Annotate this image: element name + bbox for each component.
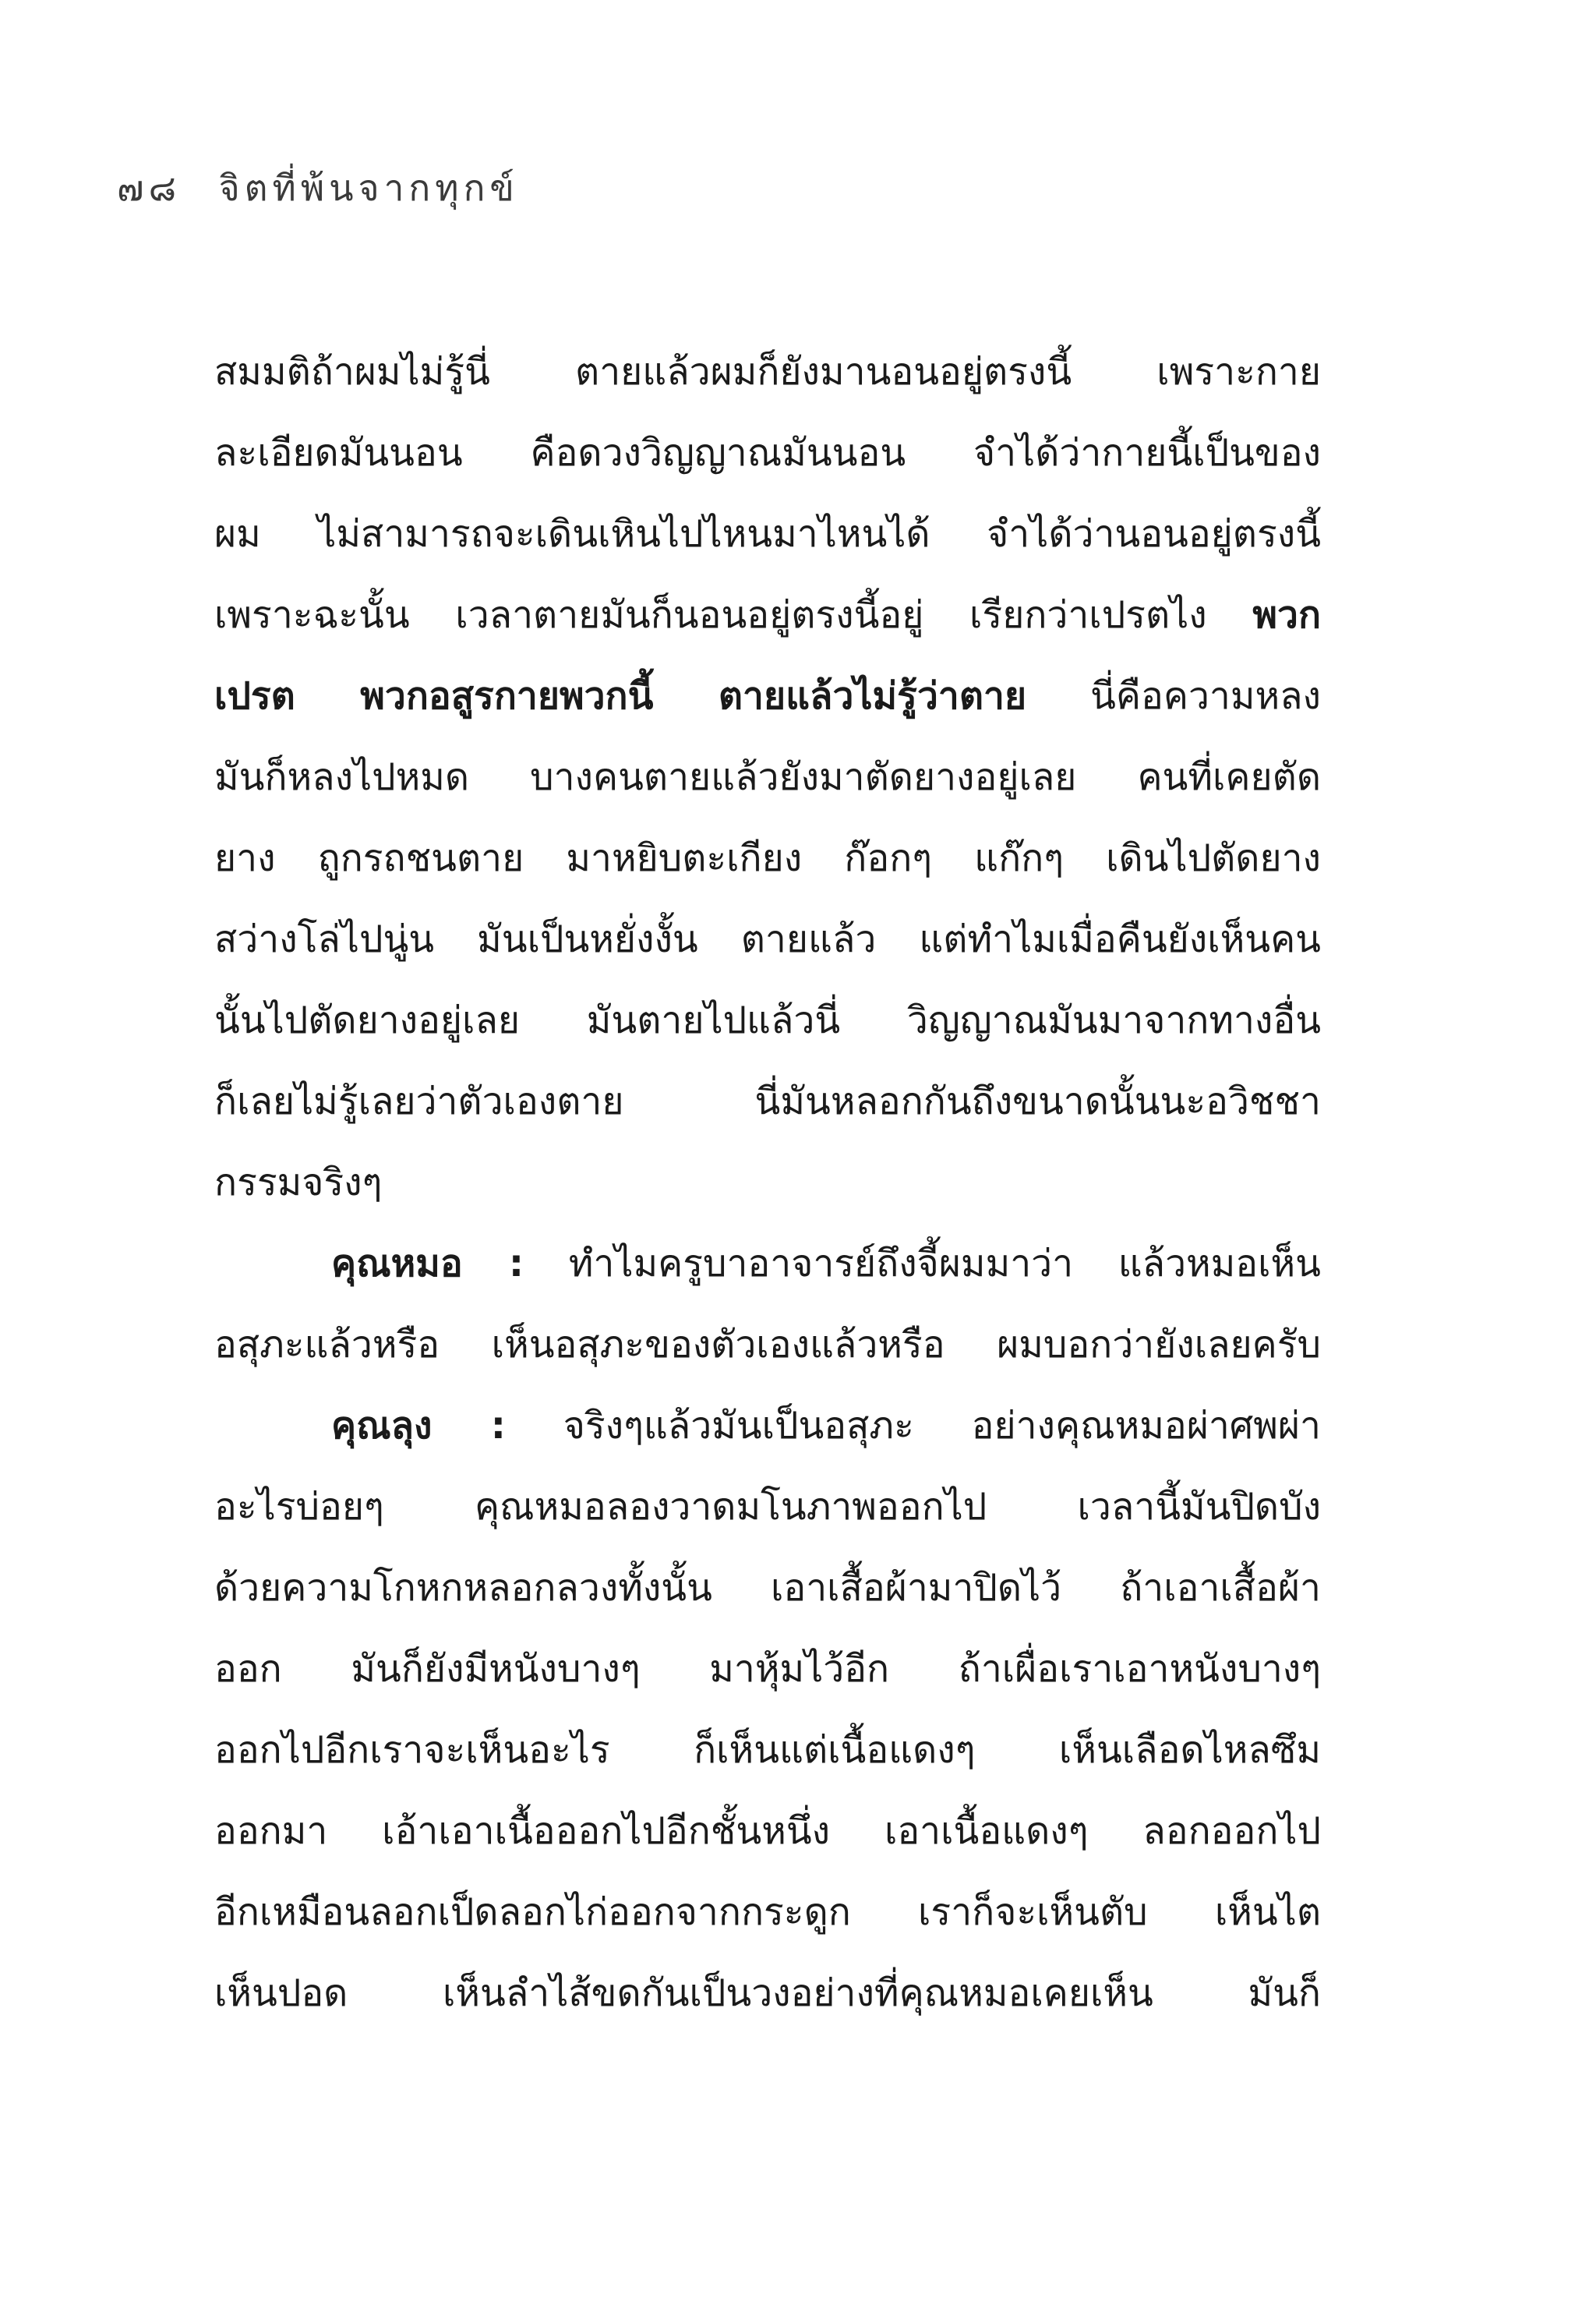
text-segment: ทำไมครูบาอาจารย์ถึงจี้ผมมาว่า แล้วหมอเห็น: [524, 1242, 1321, 1285]
text-line: มันก็หลงไปหมด บางคนตายแล้วยังมาตัดยางอยู่เลย คนที่เคยตัด: [214, 755, 1321, 799]
text-line: สว่างโล่ไปนู่น มันเป็นหยั่งงั้น ตายแล้ว แต่ทำไมเมื่อคืนยังเห็นคน: [214, 917, 1321, 961]
text-line: ออกมา เอ้าเอาเนื้อออกไปอีกชั้นหนึ่ง เอาเนื้อแดงๆ ลอกออกไป: [214, 1809, 1321, 1853]
bold-emphasis: พวก: [1252, 593, 1321, 637]
body-text: [214, 331, 1321, 2034]
text-line: ยาง ถูกรถชนตาย มาหยิบตะเกียง ก๊อกๆ แก๊กๆ เดินไปตัดยาง: [214, 836, 1321, 880]
speaker-label: คุณลุง :: [331, 1404, 506, 1448]
text-line: กรรมจริงๆ: [214, 1161, 383, 1204]
running-head: [117, 160, 519, 217]
text-line: เห็นปอด เห็นลำไส้ขดกันเป็นวงอย่างที่คุณหมอเคยเห็น มันก็: [214, 1971, 1321, 2015]
text-line: ละเอียดมันนอน คือดวงวิญญาณมันนอน จำได้ว่ากายนี้เป็นของ: [214, 431, 1321, 475]
text-segment: เพราะฉะนั้น เวลาตายมันก็นอนอยู่ตรงนี้อยู่ เรียกว่าเปรตไง: [214, 593, 1253, 637]
text-line: [214, 574, 1321, 656]
text-line: ก็เลยไม่รู้เลยว่าตัวเองตาย นี่มันหลอกกันถึงขนาดนั้นนะอวิชชา: [214, 1080, 1321, 1123]
text-line: ด้วยความโกหกหลอกลวงทั้งนั้น เอาเสื้อผ้ามาปิดไว้ ถ้าเอาเสื้อผ้า: [214, 1566, 1321, 1610]
text-segment: นี่คือความหลง: [1026, 674, 1321, 718]
text-line: ออก มันก็ยังมีหนังบางๆ มาหุ้มไว้อีก ถ้าเผื่อเราเอาหนังบางๆ: [214, 1647, 1321, 1691]
text-line: อะไรบ่อยๆ คุณหมอลองวาดมโนภาพออกไป เวลานี้มันปิดบัง: [214, 1485, 1321, 1529]
speaker-label: คุณหมอ :: [331, 1242, 524, 1285]
text-line: อีกเหมือนลอกเป็ดลอกไก่ออกจากกระดูก เราก็จะเห็นตับ เห็นไต: [214, 1890, 1321, 1934]
text-line: ผม ไม่สามารถจะเดินเหินไปไหนมาไหนได้ จำได้ว่านอนอยู่ตรงนี้: [214, 512, 1321, 556]
text-line: [214, 656, 1321, 737]
bold-emphasis: เปรต พวกอสูรกายพวกนี้ ตายแล้วไม่รู้ว่าตาย: [214, 674, 1027, 718]
text-line: อสุภะแล้วหรือ เห็นอสุภะของตัวเองแล้วหรือ ผมบอกว่ายังเลยครับ: [214, 1323, 1321, 1366]
page-number: ๗๘: [117, 167, 182, 209]
book-title: จิตที่พ้นจากทุกข์: [218, 167, 519, 209]
text-line: นั้นไปตัดยางอยู่เลย มันตายไปแล้วนี่ วิญญาณมันมาจากทางอื่น: [214, 999, 1321, 1042]
dialogue-line: [214, 1385, 1321, 1466]
text-line: ออกไปอีกเราจะเห็นอะไร ก็เห็นแต่เนื้อแดงๆ เห็นเลือดไหลซึม: [214, 1728, 1321, 1772]
text-line: สมมติถ้าผมไม่รู้นี่ ตายแล้วผมก็ยังมานอนอยู่ตรงนี้ เพราะกาย: [214, 350, 1321, 394]
text-segment: จริงๆแล้วมันเป็นอสุภะ อย่างคุณหมอผ่าศพผ่า: [505, 1404, 1321, 1448]
dialogue-line: [214, 1223, 1321, 1304]
